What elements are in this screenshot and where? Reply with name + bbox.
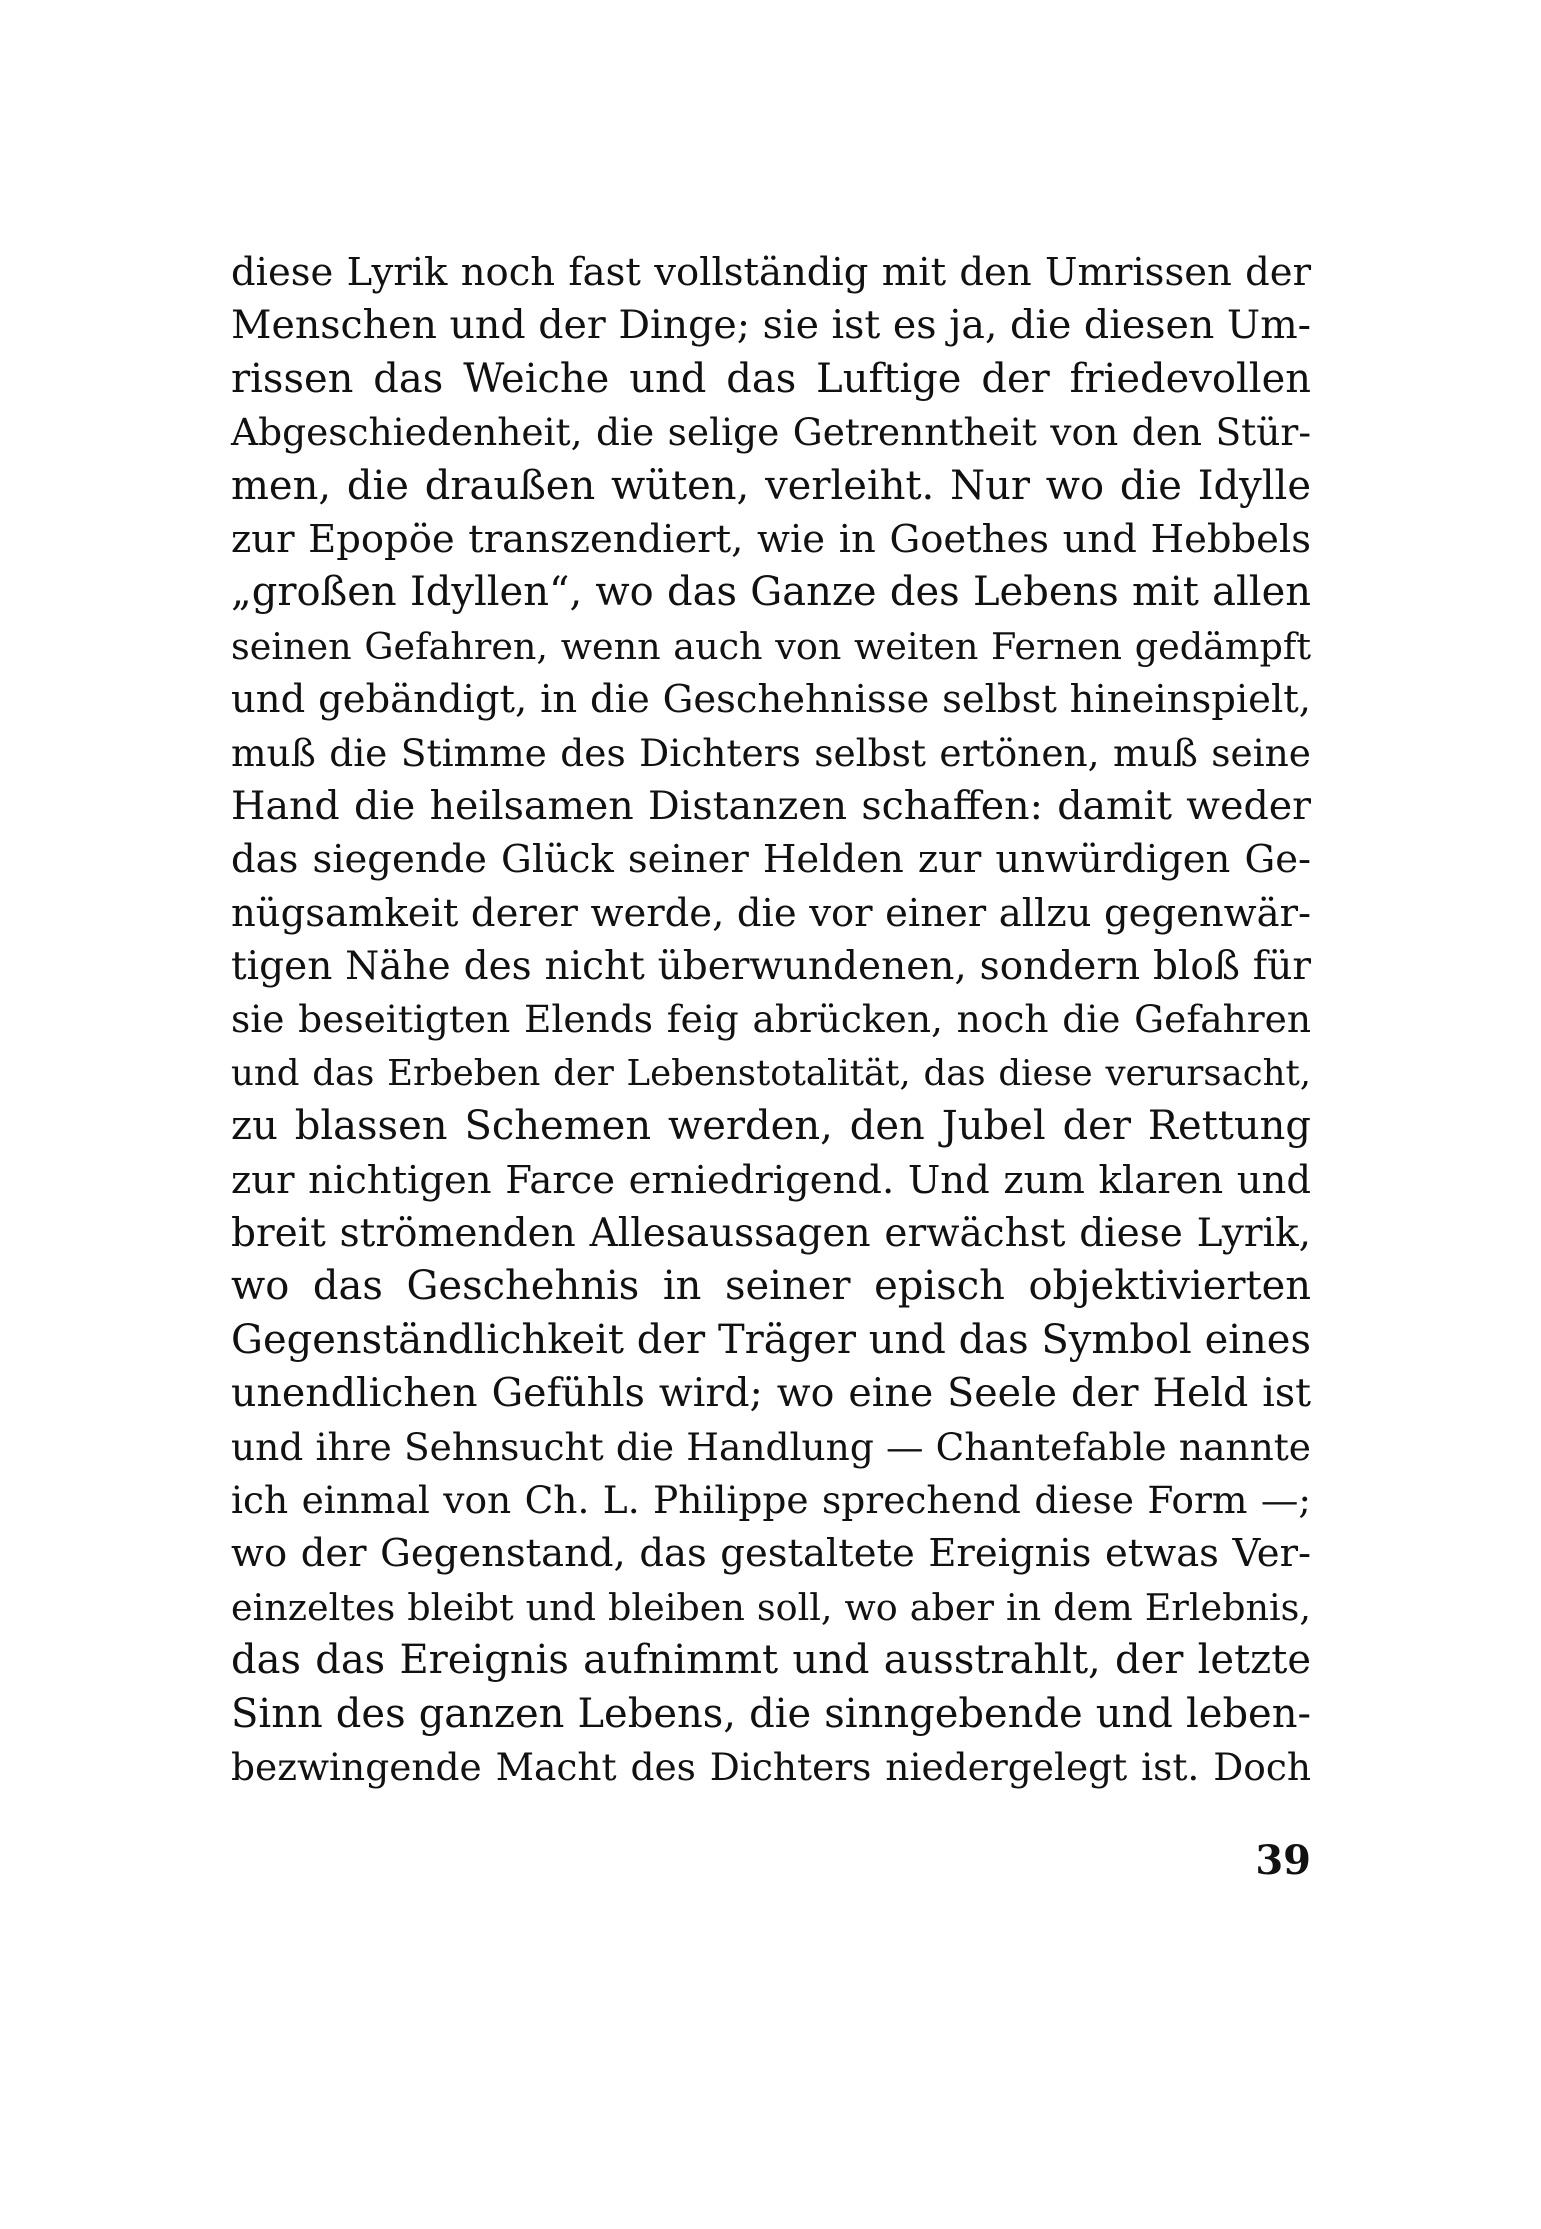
body-text bbox=[231, 246, 1311, 1794]
text-line-24: ich einmal von Ch. L. Philippe sprechend diese Form —; bbox=[231, 1477, 1311, 1522]
text-line-21: Gegenständlichkeit der Träger und das Symbol eines bbox=[231, 1316, 1311, 1363]
text-line-7: „großen Idyllen“, wo das Ganze des Lebens mit allen bbox=[231, 569, 1311, 616]
text-line-29: bezwingende Macht des Dichters niedergelegt ist. Doch bbox=[231, 1744, 1311, 1789]
text-line-8: seinen Gefahren, wenn auch von weiten Fernen gedämpft bbox=[231, 624, 1311, 668]
text-line-19: breit strömenden Allesaussagen erwächst diese Lyrik, bbox=[231, 1211, 1311, 1257]
text-line-16: und das Erbeben der Lebenstotalität, das diese verursacht, bbox=[231, 1052, 1311, 1094]
text-line-11: Hand die heilsamen Distanzen schaffen: damit weder bbox=[231, 782, 1311, 829]
text-line-18: zur nichtigen Farce erniedrigend. Und zum klaren und bbox=[231, 1157, 1311, 1203]
text-line-5: men, die draußen wüten, verleiht. Nur wo die Idylle bbox=[231, 462, 1311, 509]
text-line-9: und gebändigt, in die Geschehnisse selbst hineinspielt, bbox=[231, 677, 1311, 723]
text-line-28: Sinn des ganzen Lebens, die sinngebende und leben- bbox=[231, 1690, 1311, 1737]
text-line-4: Abgeschiedenheit, die selige Getrenntheit von den Stür- bbox=[231, 410, 1311, 455]
text-line-22: unendlichen Gefühls wird; wo eine Seele der Held ist bbox=[231, 1370, 1311, 1417]
text-line-20: wo das Geschehnis in seiner episch objektivierten bbox=[231, 1263, 1311, 1310]
text-line-25: wo der Gegenstand, das gestaltete Ereignis etwas Ver- bbox=[231, 1531, 1311, 1577]
text-line-27: das das Ereignis aufnimmt und ausstrahlt, der letzte bbox=[231, 1637, 1311, 1684]
text-line-15: sie beseitigten Elends feig abrücken, noch die Gefahren bbox=[231, 997, 1311, 1042]
text-line-2: Menschen und der Dinge; sie ist es ja, die diesen Um- bbox=[231, 302, 1311, 349]
text-line-17: zu blassen Schemen werden, den Jubel der Rettung bbox=[231, 1103, 1311, 1150]
text-line-10: muß die Stimme des Dichters selbst ertönen, muß seine bbox=[231, 730, 1311, 775]
text-line-13: nügsamkeit derer werde, die vor einer allzu gegenwär- bbox=[231, 890, 1311, 936]
text-line-6: zur Epopöe transzendiert, wie in Goethes und Hebbels bbox=[231, 516, 1311, 562]
text-line-12: das siegende Glück seiner Helden zur unwürdigen Ge- bbox=[231, 837, 1311, 883]
text-line-1: diese Lyrik noch fast vollständig mit den Umrissen der bbox=[231, 250, 1311, 295]
text-line-26: einzeltes bleibt und bleiben soll, wo aber in dem Erlebnis, bbox=[231, 1585, 1311, 1629]
page-number: 39 bbox=[1255, 1837, 1311, 1884]
text-line-14: tigen Nähe des nicht überwundenen, sondern bloß für bbox=[231, 944, 1311, 990]
text-line-23: und ihre Sehnsucht die Handlung — Chantefable nannte bbox=[231, 1424, 1311, 1469]
text-line-3: rissen das Weiche und das Luftige der friedevollen bbox=[231, 355, 1311, 402]
